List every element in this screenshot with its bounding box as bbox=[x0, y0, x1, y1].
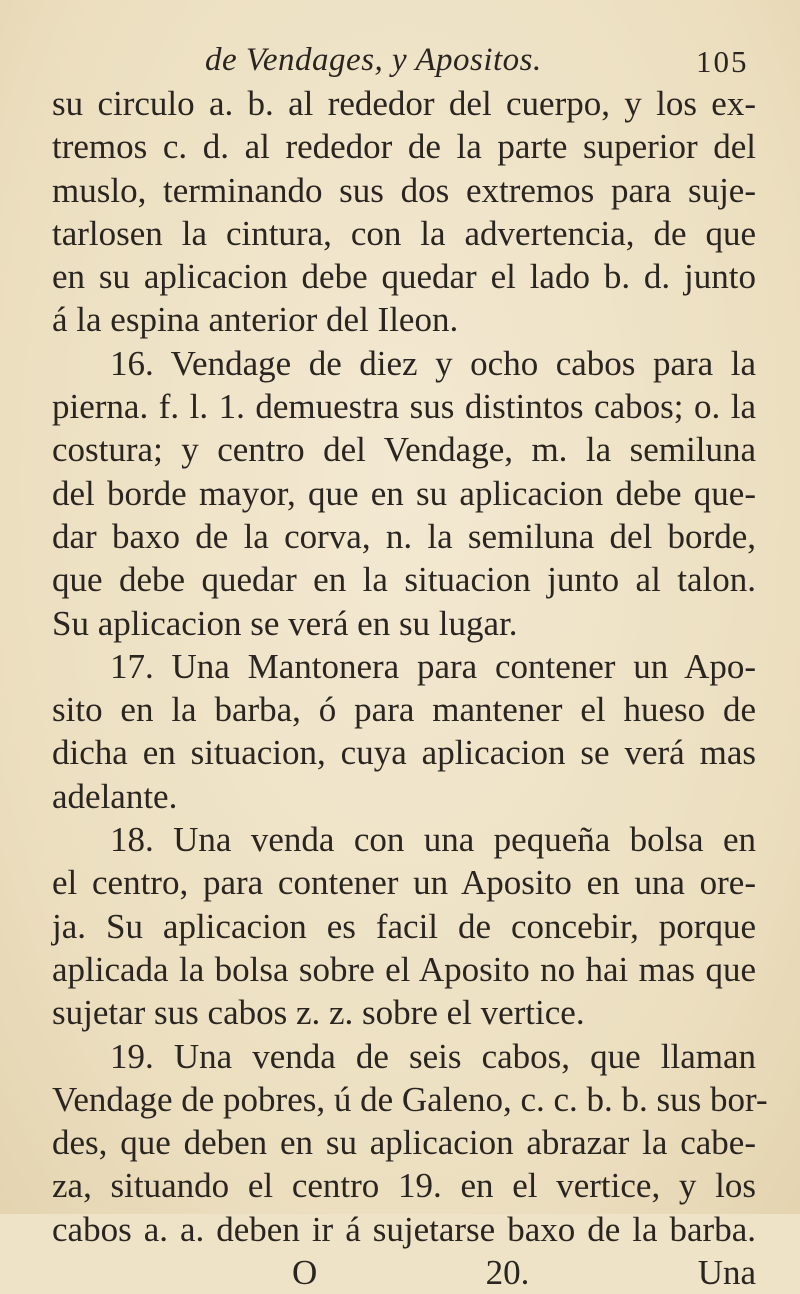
text-line: 18. Una venda con una pequeña bolsa en bbox=[110, 820, 756, 860]
text-line: que debe quedar en la situacion junto al talon. bbox=[52, 560, 756, 600]
text-line: cabos a. a. deben ir á sujetarse baxo de la barba. bbox=[52, 1209, 756, 1249]
text-line: za, situando el centro 19. en el vertice, y los bbox=[52, 1166, 756, 1206]
text-line: 19. Una venda de seis cabos, que llaman bbox=[110, 1036, 756, 1076]
text-line: Vendage de pobres, ú de Galeno, c. c. b. b. sus bor- bbox=[52, 1079, 768, 1119]
text-line: del borde mayor, que en su aplicacion debe que- bbox=[52, 473, 756, 513]
text-line: costura; y centro del Vendage, m. la semiluna bbox=[52, 430, 756, 470]
text-line: sito en la barba, ó para mantener el hueso de bbox=[52, 690, 756, 730]
signature-mark: O bbox=[292, 1253, 318, 1293]
body-text bbox=[52, 82, 768, 1294]
text-line: aplicada la bolsa sobre el Aposito no hai mas que bbox=[52, 949, 756, 989]
text-line: 17. Una Mantonera para contener un Apo- bbox=[110, 646, 756, 686]
text-line: á la espina anterior del Ileon. bbox=[52, 300, 459, 340]
text-line: pierna. f. l. 1. demuestra sus distintos cabos; o. la bbox=[52, 387, 756, 427]
text-line: des, que deben en su aplicacion abrazar la cabe- bbox=[52, 1123, 756, 1163]
running-head: de Vendages, y Apositos. bbox=[205, 42, 542, 78]
text-line: en su aplicacion debe quedar el lado b. d. junto bbox=[52, 257, 756, 297]
text-line: adelante. bbox=[52, 776, 178, 816]
text-line: tremos c. d. al rededor de la parte superior del bbox=[52, 127, 756, 167]
text-line: su circulo a. b. al rededor del cuerpo, y los ex- bbox=[52, 84, 756, 123]
text-line: el centro, para contener un Aposito en una ore- bbox=[52, 863, 756, 903]
text-line: Su aplicacion se verá en su lugar. bbox=[52, 603, 518, 643]
text-line: ja. Su aplicacion es facil de concebir, porque bbox=[52, 906, 756, 946]
catchword: 20. Una bbox=[485, 1253, 756, 1293]
text-line: muslo, terminando sus dos extremos para suje- bbox=[52, 170, 756, 210]
text-line: dicha en situacion, cuya aplicacion se verá mas bbox=[52, 733, 756, 773]
page-footer bbox=[52, 1251, 756, 1294]
page-header bbox=[0, 38, 800, 82]
text-line: dar baxo de la corva, n. la semiluna del borde, bbox=[52, 516, 756, 556]
page-number: 105 bbox=[696, 44, 749, 79]
text-line: sujetar sus cabos z. z. sobre el vertice. bbox=[52, 993, 585, 1033]
text-line: tarlosen la cintura, con la advertencia, de que bbox=[52, 213, 756, 253]
text-line: 16. Vendage de diez y ocho cabos para la bbox=[110, 343, 756, 383]
